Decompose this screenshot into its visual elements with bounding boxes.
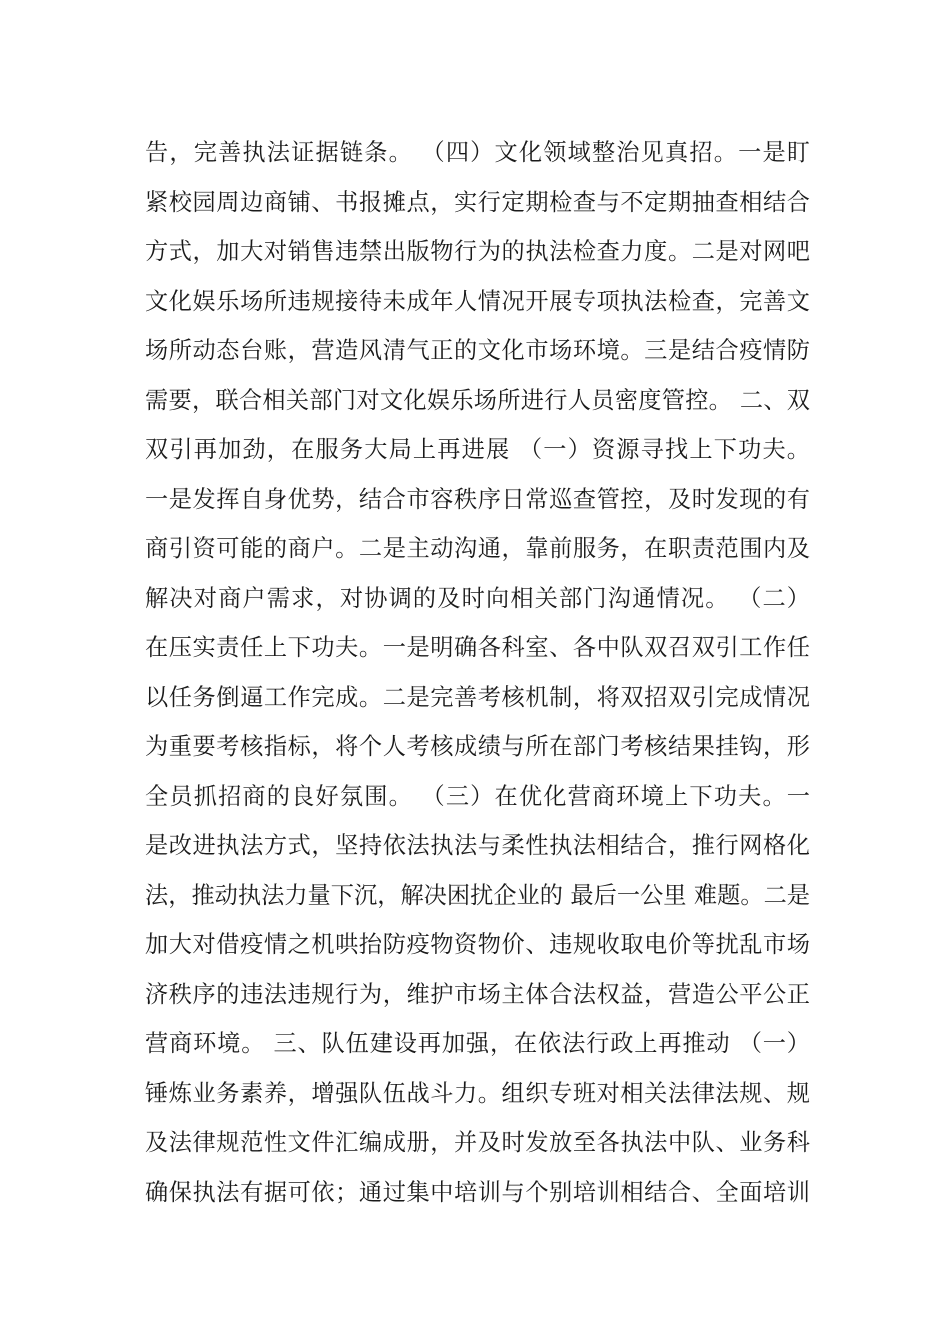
text-line: 锤炼业务素养，增强队伍战斗力。组织专班对相关法律法规、规 (145, 1079, 810, 1107)
text-line: 及法律规范性文件汇编成册，并及时发放至各执法中队、业务科 (145, 1129, 810, 1156)
text-line: 以任务倒逼工作完成。二是完善考核机制，将双招双引完成情况 (145, 683, 810, 711)
text-line: 全员抓招商的良好氛围。 （三）在优化营商环境上下功夫。一 (145, 782, 810, 810)
text-line: 双引再加劲，在服务大局上再进展 （一）资源寻找上下功夫。 (145, 436, 810, 463)
text-line: 确保执法有据可依；通过集中培训与个别培训相结合、全面培训 (145, 1178, 810, 1206)
text-line: 为重要考核指标，将个人考核成绩与所在部门考核结果挂钩，形 (145, 733, 810, 760)
body-text (145, 128, 810, 1217)
text-line: 告，完善执法证据链条。 （四）文化领域整治见真招。一是盯 (145, 139, 810, 166)
text-line: 需要，联合相关部门对文化娱乐场所进行人员密度管控。 二、双 (145, 386, 810, 414)
text-line: 营商环境。 三、队伍建设再加强，在依法行政上再推动 （一） (145, 1030, 810, 1057)
text-line: 方式，加大对销售违禁出版物行为的执法检查力度。二是对网吧 (145, 238, 810, 265)
text-line: 紧校园周边商铺、书报摊点，实行定期检查与不定期抽查相结合 (145, 188, 810, 216)
text-line: 一是发挥自身优势，结合市容秩序日常巡查管控，及时发现的有 (145, 485, 810, 513)
text-line: 商引资可能的商户。二是主动沟通，靠前服务，在职责范围内及 (145, 535, 810, 562)
text-line: 在压实责任上下功夫。一是明确各科室、各中队双召双引工作任 (145, 634, 810, 661)
text-line: 文化娱乐场所违规接待未成年人情况开展专项执法检查，完善文 (145, 287, 810, 315)
text-line: 加大对借疫情之机哄抬防疫物资物价、违规收取电价等扰乱市场 (145, 931, 810, 958)
text-line: 是改进执法方式，坚持依法执法与柔性执法相结合，推行网格化 (145, 832, 810, 859)
text-line: 场所动态台账，营造风清气正的文化市场环境。三是结合疫情防 (145, 337, 810, 364)
text-line: 济秩序的违法违规行为，维护市场主体合法权益，营造公平公正 (145, 980, 810, 1008)
text-line: 解决对商户需求，对协调的及时向相关部门沟通情况。 （二） (145, 584, 810, 612)
text-line: 法，推动执法力量下沉，解决困扰企业的 最后一公里 难题。二是 (145, 881, 810, 909)
